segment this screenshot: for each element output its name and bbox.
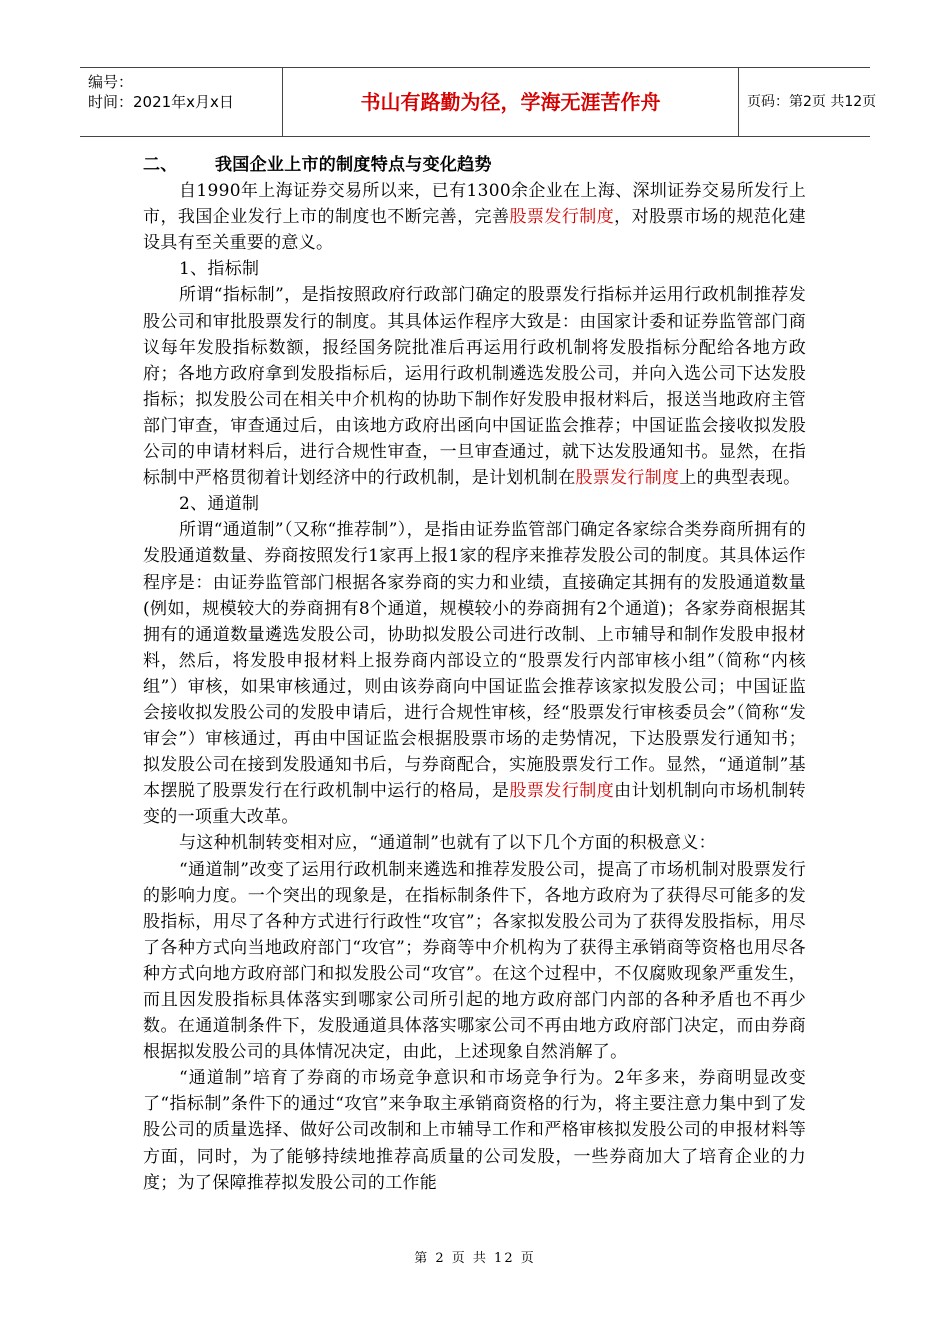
significance-paragraph-2: “通道制”培育了券商的市场竞争意识和市场竞争行为。2年多来，券商明显改变了“指标制”条件下的通过“攻官”来争取主承销商资格的行为，将主要注意力集中到了发股公司的质量选择、做好公司改制和上市辅导工作和严格审核拟发股公司的申报材料等方面，同时，为了能够持续地推荐高质量的公司发股，一些券商加大了培育企业的力度；为了保障推荐拟发股公司的工作能 xyxy=(143,1068,806,1193)
header-motto-cell xyxy=(283,68,739,136)
header-page-cell xyxy=(739,68,877,136)
sub1-text-b: 上的典型表现。 xyxy=(679,468,801,489)
section-title: 我国企业上市的制度特点与变化趋势 xyxy=(215,155,492,175)
header-meta xyxy=(80,68,283,136)
channel-system-paragraph xyxy=(143,517,806,830)
sub2-link[interactable]: 股票发行制度 xyxy=(509,781,615,802)
sub2-text-b: 由计划机制向市场机制转变的一项重大改革。 xyxy=(143,781,806,828)
intro-paragraph xyxy=(143,178,806,256)
significance-paragraph-1: “通道制”改变了运用行政机制来遴选和推荐发股公司，提高了市场机制对股票发行的影响力度。一个突出的现象是，在指标制条件下，各地方政府为了获得尽可能多的发股指标，用尽了各种方式进行行政性“攻官”；各家拟发股公司为了获得发股指标，用尽了各种方式向当地政府部门“攻官”；券商等中介机构为了获得主承销商等资格也用尽各种方式向地方政府部门和拟发股公司“攻官”。在这个过程中，不仅腐败现象严重发生，而且因发股指标具体落实到哪家公司所引起的地方政府部门内部的各种矛盾也不再少数。在通道制条件下，发股通道具体落实哪家公司不再由地方政府部门决定，而由券商根据拟发股公司的具体情况决定，由此，上述现象自然消解了。 xyxy=(143,859,806,1063)
sub1-text-a: 所谓“指标制”，是指按照政府行政部门确定的股票发行指标并运用行政机制推荐发股公司和审批股票发行的制度。其具体运作程序大致是：由国家计委和证券监管部门商议每年发股指标数额，报经国务院批准后再运用行政机制将发股指标分配给各地方政府；各地方政府拿到发股指标后，运用行政机制遴选发股公司，并向入选公司下达发股指标；拟发股公司在相关中介机构的协助下制作好发股申报材料后，报送当地政府主管部门审查，审查通过后，由该地方政府出函向中国证监会推荐；中国证监会接收拟发股公司的申请材料后，进行合规性审查，一旦审查通过，就下达发股通知书。显然，在指标制中严格贯彻着计划经济中的行政机制，是计划机制在 xyxy=(143,285,806,489)
time-label: 时间：2021年x月x日 xyxy=(88,93,234,111)
page-header xyxy=(80,67,877,137)
intro-text-a: 自1990年上海证券交易所以来，已有1300余企业在上海、深圳证券交易所发行上市，我国企业发行上市的制度也不断完善，完善 xyxy=(143,181,806,228)
subheading-channel-system: 2、通道制 xyxy=(179,494,260,515)
section-number: 二、 xyxy=(143,155,178,175)
sub2-text-a: 所谓“通道制”（又称“推荐制”），是指由证券监管部门确定各家综合类券商所拥有的发股通道数量、券商按照发行1家再上报1家的程序来推荐发股公司的制度。其具体运作程序是：由证券监管部门根据各家券商的实力和业绩，直接确定其拥有的发股通道数量(例如，规模较大的券商拥有8个通道，规模较小的券商拥有2个通道)；各家券商根据其拥有的通道数量遴选发股公司，协助拟发股公司进行改制、上市辅导和制作发股申报材料，然后，将发股申报材料上报券商内部设立的“股票发行内部审核小组”（简称“内核组”）审核，如果审核通过，则由该券商向中国证监会推荐该家拟发股公司；中国证监会接收拟发股公司的发股申请后，进行合规性审核，经“股票发行审核委员会”（简称“发审会”）审核通过，再由中国证监会根据股票市场的走势情况，下达股票发行通知书；拟发股公司在接到发股通知书后，与券商配合，实施股票发行工作。显然，“通道制”基本摆脱了股票发行在行政机制中运行的格局，是 xyxy=(143,520,806,802)
significance-intro: 与这种机制转变相对应，“通道制”也就有了以下几个方面的积极意义： xyxy=(179,833,716,854)
intro-text-b: ，对股票市场的规范化建设具有至关重要的意义。 xyxy=(143,207,806,254)
subheading-indicator-system: 1、指标制 xyxy=(179,259,260,280)
page-info: 页码：第2页 共12页 xyxy=(747,94,877,110)
number-label: 编号： xyxy=(88,73,134,91)
sub1-link[interactable]: 股票发行制度 xyxy=(575,468,680,489)
document-body xyxy=(143,152,806,1196)
section-heading xyxy=(143,152,806,178)
page-footer: 第 2 页 共 12 页 xyxy=(414,1251,536,1266)
intro-link[interactable]: 股票发行制度 xyxy=(509,207,615,228)
indicator-system-paragraph xyxy=(143,282,806,491)
motto: 书山有路勤为径，学海无涯苦作舟 xyxy=(360,90,661,114)
